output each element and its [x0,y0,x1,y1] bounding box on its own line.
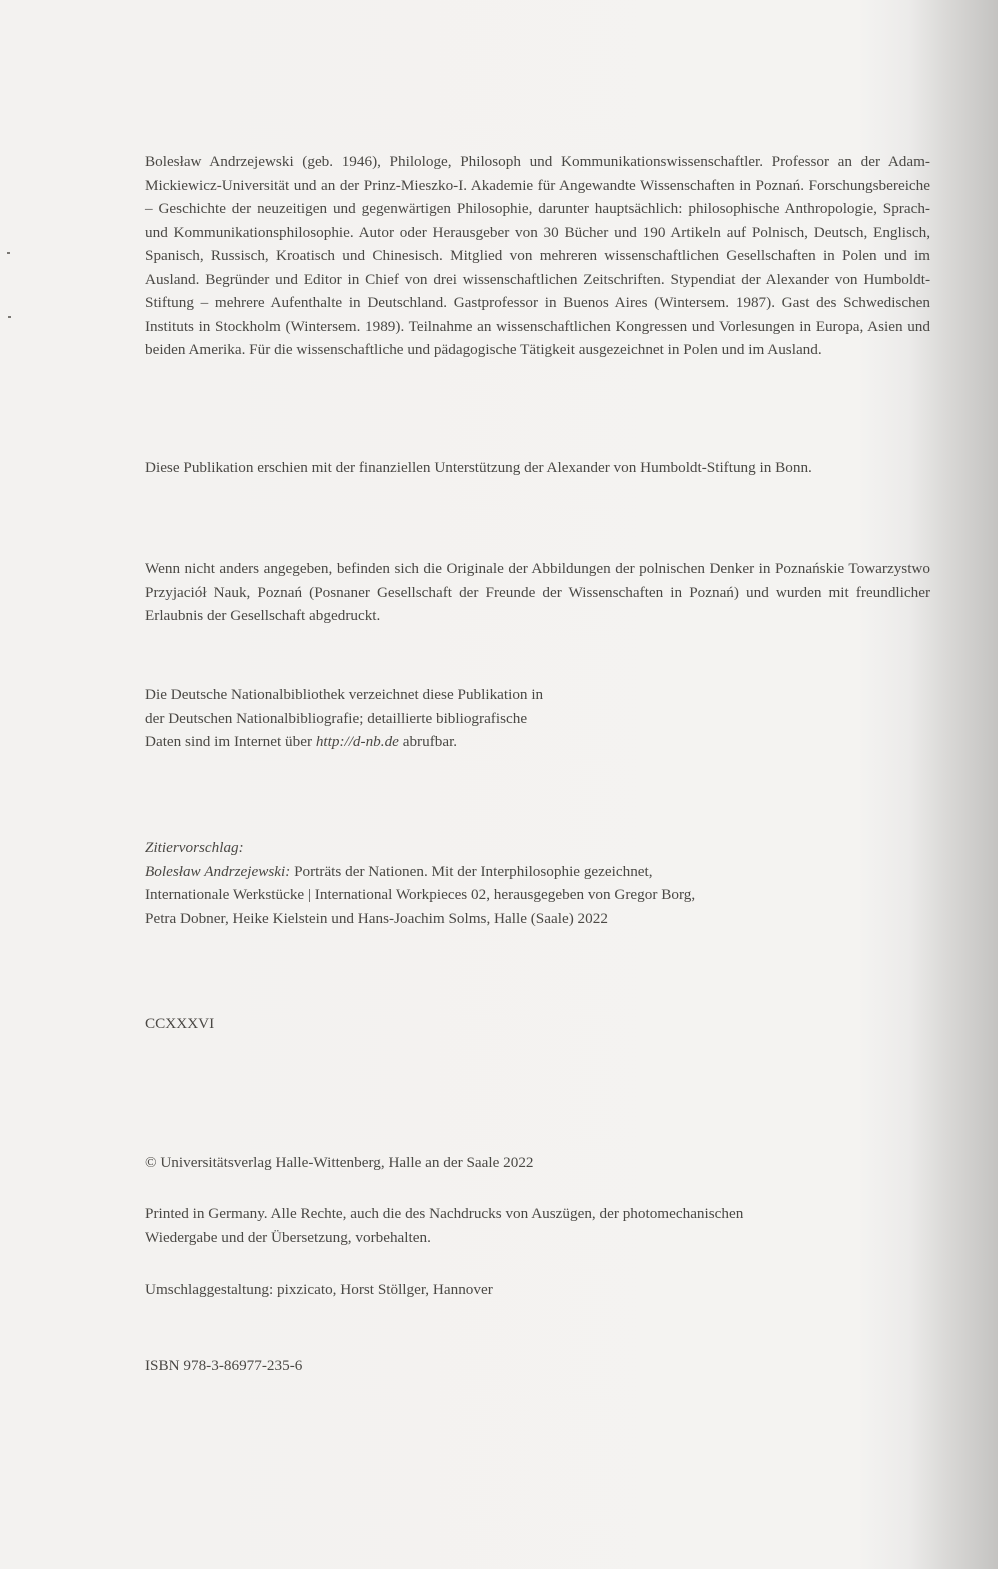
dnb-notice [145,683,930,754]
citation-label: Zitiervorschlag: [145,839,244,856]
author-biography [145,150,930,362]
citation-line: Petra Dobner, Heike Kielstein und Hans-Joachim Solms, Halle (Saale) 2022 [145,909,608,927]
citation-line: Internationale Werkstücke | International Workpieces 02, herausgegeben von Gregor Borg, [145,886,696,903]
scan-mark [7,252,10,254]
citation-line [145,860,930,884]
dnb-line [145,730,930,754]
dnb-text: Daten sind im Internet über [145,733,316,750]
rights-notice [145,1202,930,1249]
citation-author: Bolesław Andrzejewski: [145,862,291,880]
dnb-url-link[interactable]: http://d-nb.de [315,733,399,750]
citation-title: Porträts der Nationen. Mit der Interphilosophie gezeichnet, [290,862,653,880]
series-number: CCXXXVI [145,1015,215,1032]
funding-text: Diese Publikation erschien mit der finanziellen Unterstützung der Alexander von Humboldt-Stiftung in Bonn. [145,459,812,476]
dnb-text: abrufbar. [398,733,458,750]
rights-line: Printed in Germany. Alle Rechte, auch die des Nachdrucks von Auszügen, der photomechanischen [145,1205,744,1222]
image-credits [145,557,930,628]
cover-design-credit: Umschlaggestaltung: pixzicato, Horst Stöllger, Hannover [145,1281,493,1298]
copyright-notice: © Universitätsverlag Halle-Wittenberg, Halle an der Saale 2022 [145,1154,534,1171]
biography-text: Bolesław Andrzejewski (geb. 1946), Philologe, Philosoph und Kommunikationswissenschaftler. Professor an der Adam-Mickiewicz-Universität und an der Prinz-Mieszko-I. Akademie für Angewandte Wissenschaften in Poznań. Forschungsbereiche – Geschichte der neuzeitigen und gegenwärtigen Philosophie, darunter hauptsächlich: philosophische Anthropologie, Sprach- und Kommunikationsphilosophie. Autor oder Herausgeber von 30 Bücher und 190 Artikeln auf Polnisch, Deutsch, Englisch, Spanisch, Russisch, Kroatisch und Chinesisch. Mitglied von mehreren wissenschaftlichen Gesellschaften in Polen und im Ausland. Begründer und Editor in Chief von drei wissenschaftlichen Zeitschriften. Stypendiat der Alexander von Humboldt-Stiftung – mehrere Aufenthalte in Deutschland. Gastprofessor in Buenos Aires (Wintersem. 1987). Gast des Schwedischen Instituts in Stockholm (Wintersem. 1989). Teilnahme an wissenschaftlichen Kongressen und Vorlesungen in Europa, Asien und beiden Amerika. Für die wissenschaftliche und pädagogische Tätigkeit ausgezeichnet in Polen und im Ausland. [145,153,930,358]
rights-line: Wiedergabe und der Übersetzung, vorbehalten. [145,1228,431,1246]
dnb-line: der Deutschen Nationalbibliografie; detaillierte bibliografische [145,709,528,727]
citation-suggestion [145,836,930,930]
dnb-line: Die Deutsche Nationalbibliothek verzeichnet diese Publikation in [145,686,544,703]
scan-mark [8,316,11,318]
isbn: ISBN 978-3-86977-235-6 [145,1357,303,1374]
funding-note [145,456,930,480]
image-credits-text: Wenn nicht anders angegeben, befinden sich die Originale der Abbildungen der polnischen Denker in Poznańskie Towarzystwo Przyjaciół Nauk, Poznań (Posnaner Gesellschaft der Freunde der Wissenschaften in Poznań) und wurden mit freundlicher Erlaubnis der Gesellschaft abgedruckt. [145,560,930,624]
